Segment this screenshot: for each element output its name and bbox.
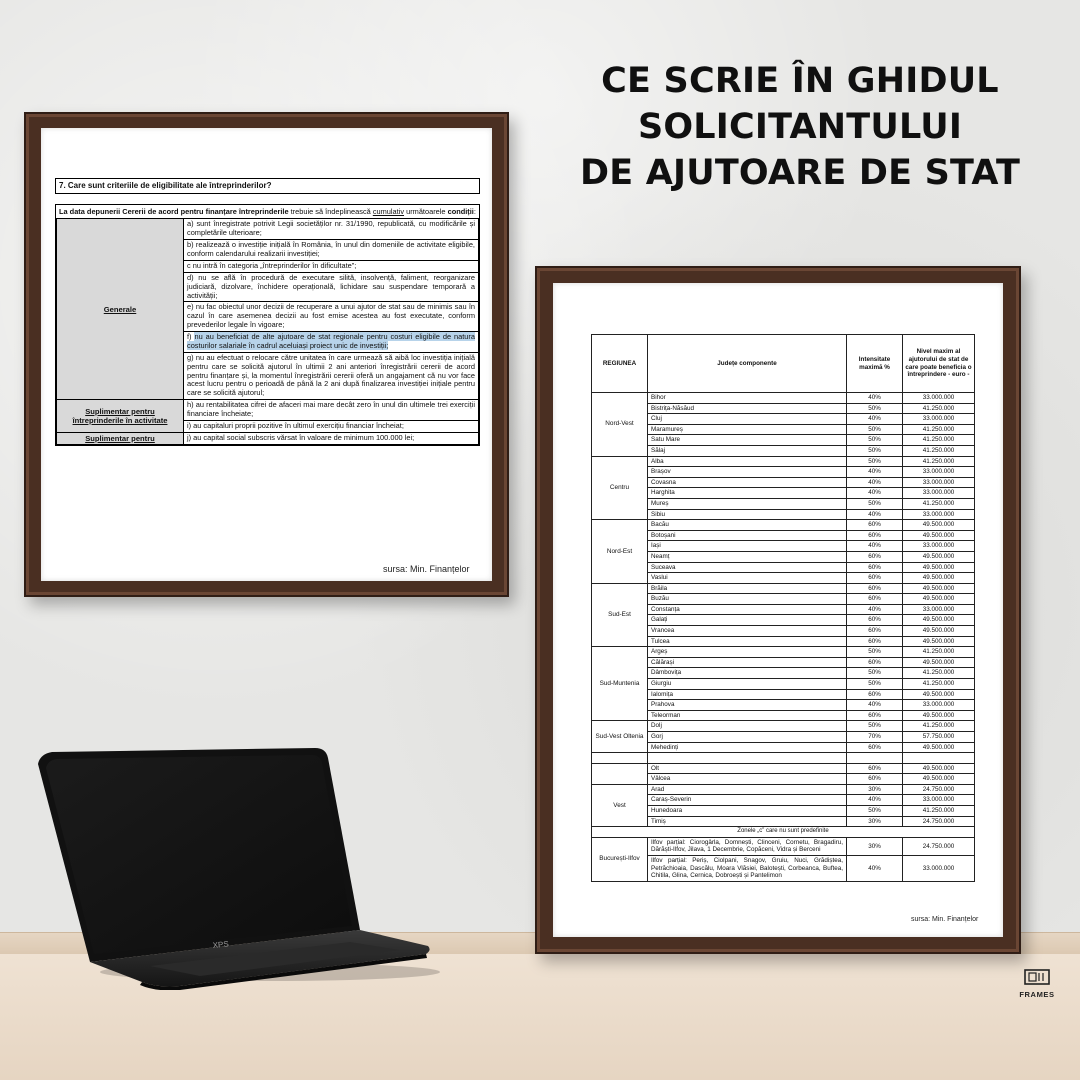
left-document-page xyxy=(41,128,492,581)
max-aid-amount: 49.500.000 xyxy=(903,774,975,785)
table-row xyxy=(592,551,975,562)
criteria-item: i) au capitaluri proprii pozitive în ultimul exercițiu financiar încheiat; xyxy=(184,420,479,432)
max-aid-amount: 41.250.000 xyxy=(903,805,975,816)
county-name: Satu Mare xyxy=(648,435,847,446)
table-row xyxy=(592,477,975,488)
max-intensity: 40% xyxy=(847,467,903,478)
table-row xyxy=(592,403,975,414)
county-name: Timiș xyxy=(648,816,847,827)
county-name: Maramureș xyxy=(648,424,847,435)
region-name: Sud-Est xyxy=(592,583,648,647)
region-name: Sud-Muntenia xyxy=(592,647,648,721)
max-intensity: 40% xyxy=(847,414,903,425)
criteria-box xyxy=(55,204,480,446)
max-intensity: 40% xyxy=(847,488,903,499)
note-row xyxy=(592,827,975,838)
county-name: Dâmbovița xyxy=(648,668,847,679)
county-name: Cluj xyxy=(648,414,847,425)
max-aid-amount: 41.250.000 xyxy=(903,679,975,690)
max-aid-amount: 49.500.000 xyxy=(903,626,975,637)
max-intensity: 50% xyxy=(847,647,903,658)
table-row xyxy=(592,456,975,467)
max-intensity: 40% xyxy=(847,700,903,711)
county-name: Mehedinți xyxy=(648,742,847,753)
county-name: Brașov xyxy=(648,467,847,478)
max-intensity: 40% xyxy=(847,477,903,488)
criteria-item: d) nu se află în procedură de executare silită, insolvență, faliment, reorganizare judiciară, dizolvare, închidere operațională, lichidare sau suspendare temporară a activității; xyxy=(184,272,479,302)
criteria-row xyxy=(57,432,479,444)
max-aid-amount: 41.250.000 xyxy=(903,647,975,658)
max-intensity: 50% xyxy=(847,403,903,414)
table-row xyxy=(592,594,975,605)
max-aid-amount: 24.750.000 xyxy=(903,784,975,795)
table-row xyxy=(592,393,975,404)
max-aid-amount: 49.500.000 xyxy=(903,657,975,668)
laptop-brand-logo: XPS xyxy=(212,939,230,950)
county-name: Teleorman xyxy=(648,710,847,721)
max-aid-amount: 49.500.000 xyxy=(903,520,975,531)
criteria-table xyxy=(56,218,479,444)
max-intensity: 40% xyxy=(847,795,903,806)
region-name xyxy=(592,763,648,784)
max-intensity: 60% xyxy=(847,594,903,605)
header-region: REGIUNEA xyxy=(592,335,648,393)
left-picture-frame xyxy=(24,112,509,597)
table-row xyxy=(592,467,975,478)
table-row xyxy=(592,541,975,552)
table-row xyxy=(592,784,975,795)
county-name: Sălaj xyxy=(648,445,847,456)
max-intensity: 60% xyxy=(847,530,903,541)
table-row xyxy=(592,414,975,425)
max-intensity: 50% xyxy=(847,435,903,446)
county-name: Constanța xyxy=(648,604,847,615)
laptop xyxy=(30,740,440,990)
county-name: Argeș xyxy=(648,647,847,658)
max-aid-amount: 49.500.000 xyxy=(903,551,975,562)
max-intensity: 60% xyxy=(847,562,903,573)
table-row xyxy=(592,679,975,690)
header-max-aid: Nivel maxim al ajutorului de stat de care poate beneficia o întreprindere - euro - xyxy=(903,335,975,393)
max-intensity: 40% xyxy=(847,855,903,881)
max-aid-amount: 41.250.000 xyxy=(903,456,975,467)
county-name: Covasna xyxy=(648,477,847,488)
table-row xyxy=(592,604,975,615)
region-name: Centru xyxy=(592,456,648,520)
max-intensity: 60% xyxy=(847,689,903,700)
max-intensity: 60% xyxy=(847,520,903,531)
max-intensity: 60% xyxy=(847,573,903,584)
county-name: Tulcea xyxy=(648,636,847,647)
frames-logo xyxy=(1012,969,1062,999)
county-name: Neamț xyxy=(648,551,847,562)
county-name: Călărași xyxy=(648,657,847,668)
max-aid-amount: 57.750.000 xyxy=(903,732,975,743)
max-intensity: 60% xyxy=(847,551,903,562)
table-row xyxy=(592,530,975,541)
county-name: Vâlcea xyxy=(648,774,847,785)
max-aid-amount: 41.250.000 xyxy=(903,721,975,732)
table-row xyxy=(592,636,975,647)
county-name: Botoșani xyxy=(648,530,847,541)
max-intensity: 40% xyxy=(847,604,903,615)
max-aid-amount: 49.500.000 xyxy=(903,594,975,605)
county-name: Giurgiu xyxy=(648,679,847,690)
max-aid-amount: 41.250.000 xyxy=(903,424,975,435)
table-row xyxy=(592,498,975,509)
max-aid-amount: 49.500.000 xyxy=(903,636,975,647)
county-name: Ialomița xyxy=(648,689,847,700)
max-aid-amount: 41.250.000 xyxy=(903,435,975,446)
table-row xyxy=(592,805,975,816)
table-row xyxy=(592,488,975,499)
criteria-category: Suplimentar pentru xyxy=(57,432,184,444)
criteria-category: Suplimentar pentru întreprinderile în activitate xyxy=(57,400,184,433)
predefined-zones-note: Zonele „c” care nu sunt predefinite xyxy=(592,827,975,838)
max-intensity: 60% xyxy=(847,742,903,753)
county-name: Vaslui xyxy=(648,573,847,584)
max-aid-amount: 49.500.000 xyxy=(903,583,975,594)
max-intensity: 60% xyxy=(847,583,903,594)
max-aid-amount: 33.000.000 xyxy=(903,509,975,520)
criteria-item: h) au rentabilitatea cifrei de afaceri mai mare decât zero în unul din ultimele trei exerciții financiare încheiate; xyxy=(184,400,479,421)
max-aid-amount: 33.000.000 xyxy=(903,795,975,806)
headline xyxy=(560,58,1040,196)
max-aid-amount: 33.000.000 xyxy=(903,414,975,425)
table-row xyxy=(592,837,975,855)
county-name: Ilfov parțial: Ciorogârla, Domnești, Clinceni, Cornetu, Bragadiru, Dărăști-Ilfov, Jilava, 1 Decembrie, Copăceni, Vidra și Berceni xyxy=(648,837,847,855)
max-aid-amount: 49.500.000 xyxy=(903,573,975,584)
max-intensity: 60% xyxy=(847,763,903,774)
table-row xyxy=(592,626,975,637)
table-row xyxy=(592,562,975,573)
criteria-item: c nu intră în categoria „întreprinderilor în dificultate”; xyxy=(184,260,479,272)
county-name: Hunedoara xyxy=(648,805,847,816)
criteria-item: b) realizează o investiție inițială în România, în unul din domeniile de activitate eligibile, conform calendarului realizarii investiției; xyxy=(184,240,479,261)
region-name: Sud-Vest Oltenia xyxy=(592,721,648,753)
max-aid-amount: 49.500.000 xyxy=(903,742,975,753)
table-row xyxy=(592,445,975,456)
table-row xyxy=(592,583,975,594)
max-aid-amount: 33.000.000 xyxy=(903,604,975,615)
criteria-item: f) nu au beneficiat de alte ajutoare de stat regionale pentru costuri eligibile de natura costurilor salariale în cadrul aceluiași proiect unic de investiții; xyxy=(184,332,479,353)
max-intensity: 60% xyxy=(847,774,903,785)
regional-aid-table-document xyxy=(591,334,974,882)
max-intensity: 60% xyxy=(847,626,903,637)
max-aid-amount: 41.250.000 xyxy=(903,668,975,679)
max-aid-amount: 41.250.000 xyxy=(903,403,975,414)
table-row xyxy=(592,689,975,700)
county-name: Harghita xyxy=(648,488,847,499)
table-row xyxy=(592,435,975,446)
max-aid-amount: 33.000.000 xyxy=(903,700,975,711)
table-row xyxy=(592,763,975,774)
table-row xyxy=(592,710,975,721)
max-aid-amount: 41.250.000 xyxy=(903,445,975,456)
max-intensity: 40% xyxy=(847,509,903,520)
max-aid-amount: 33.000.000 xyxy=(903,477,975,488)
header-counties: Județe componente xyxy=(648,335,847,393)
table-row xyxy=(592,795,975,806)
max-aid-amount: 49.500.000 xyxy=(903,710,975,721)
right-picture-frame xyxy=(535,266,1021,954)
max-intensity: 60% xyxy=(847,636,903,647)
region-name: Nord-Vest xyxy=(592,393,648,457)
headline-line-3: DE AJUTOARE DE STAT xyxy=(579,153,1021,193)
headline-line-2: SOLICITANTULUI xyxy=(637,107,963,147)
county-name: Caraș-Severin xyxy=(648,795,847,806)
table-gap-row xyxy=(592,753,975,763)
criteria-item: g) nu au efectuat o relocare către unitatea în care urmează să aibă loc investiția inițială pentru care se solicită ajutorul în ultimii 2 ani anteriori înregistrării cererii de acord pentru finanțare și, la momentul înregistrării cererii oferă un angajament că nu vor face acest lucru pentru o perioadă de până la 2 ani după finalizarea investiției inițiale pentru care se solicită ajutorul; xyxy=(184,352,479,399)
max-intensity: 60% xyxy=(847,615,903,626)
left-source-note: sursa: Min. Finanțelor xyxy=(383,564,470,574)
table-row xyxy=(592,855,975,881)
table-row xyxy=(592,774,975,785)
table-row xyxy=(592,520,975,531)
max-intensity: 50% xyxy=(847,424,903,435)
max-intensity: 50% xyxy=(847,721,903,732)
criteria-item: j) au capital social subscris vărsat în valoare de minimum 100.000 lei; xyxy=(184,432,479,444)
right-source-note: sursa: Min. Finanțelor xyxy=(911,916,979,923)
county-name: Alba xyxy=(648,456,847,467)
max-intensity: 30% xyxy=(847,784,903,795)
table-row xyxy=(592,668,975,679)
max-aid-amount: 49.500.000 xyxy=(903,763,975,774)
max-aid-amount: 49.500.000 xyxy=(903,615,975,626)
max-intensity: 30% xyxy=(847,837,903,855)
max-aid-amount: 49.500.000 xyxy=(903,530,975,541)
table-row xyxy=(592,721,975,732)
headline-line-1: CE SCRIE ÎN GHIDUL xyxy=(601,61,999,101)
max-intensity: 40% xyxy=(847,541,903,552)
region-name: Vest xyxy=(592,784,648,826)
table-row xyxy=(592,700,975,711)
criteria-category: Generale xyxy=(57,219,184,400)
county-name: Suceava xyxy=(648,562,847,573)
county-name: Arad xyxy=(648,784,847,795)
max-aid-amount: 33.000.000 xyxy=(903,541,975,552)
max-intensity: 60% xyxy=(847,657,903,668)
county-name: Brăila xyxy=(648,583,847,594)
region-name: Nord-Est xyxy=(592,520,648,584)
max-intensity: 60% xyxy=(847,710,903,721)
max-aid-amount: 33.000.000 xyxy=(903,467,975,478)
max-aid-amount: 24.750.000 xyxy=(903,837,975,855)
county-name: Gorj xyxy=(648,732,847,743)
criteria-row xyxy=(57,400,479,421)
table-row xyxy=(592,424,975,435)
criteria-row xyxy=(57,219,479,240)
county-name: Prahova xyxy=(648,700,847,711)
table-row xyxy=(592,647,975,658)
max-intensity: 50% xyxy=(847,498,903,509)
criteria-item: e) nu fac obiectul unor decizii de recuperare a unui ajutor de stat sau de minimis sau în cazul în care asemenea decizii au fost emise acestea au fost executate, conform prevederilor legale în vigoare; xyxy=(184,302,479,332)
max-intensity: 50% xyxy=(847,679,903,690)
county-name: Bistrița-Năsăud xyxy=(648,403,847,414)
county-name: Galați xyxy=(648,615,847,626)
county-name: Mureș xyxy=(648,498,847,509)
max-aid-amount: 24.750.000 xyxy=(903,816,975,827)
max-intensity: 50% xyxy=(847,668,903,679)
max-aid-amount: 33.000.000 xyxy=(903,393,975,404)
county-name: Bacău xyxy=(648,520,847,531)
eligibility-criteria-document xyxy=(55,178,480,446)
max-intensity: 30% xyxy=(847,816,903,827)
county-name: Dolj xyxy=(648,721,847,732)
max-intensity: 40% xyxy=(847,393,903,404)
criteria-intro: La data depunerii Cererii de acord pentru finanțare întreprinderile trebuie să îndeplinească cumulativ următoarele condiții: xyxy=(59,206,476,216)
max-aid-amount: 33.000.000 xyxy=(903,488,975,499)
county-name: Vrancea xyxy=(648,626,847,637)
header-intensity: Intensitate maximă % xyxy=(847,335,903,393)
table-row xyxy=(592,615,975,626)
county-name: Iași xyxy=(648,541,847,552)
table-row xyxy=(592,509,975,520)
max-intensity: 70% xyxy=(847,732,903,743)
county-name: Bihor xyxy=(648,393,847,404)
table-row xyxy=(592,742,975,753)
table-row xyxy=(592,573,975,584)
max-aid-amount: 49.500.000 xyxy=(903,689,975,700)
county-name: Buzău xyxy=(648,594,847,605)
max-intensity: 50% xyxy=(847,805,903,816)
max-intensity: 50% xyxy=(847,456,903,467)
county-name: Ilfov parțial: Periș, Ciolpani, Snagov, Gruiu, Nuci, Grădiștea, Petrăchioaia, Dascălu, Moara Vlăsiei, Balotești, Corbeanca, Buftea, Chitila, Glina, Cernica, Dobroești și Pantelimon xyxy=(648,855,847,881)
max-intensity: 50% xyxy=(847,445,903,456)
right-document-page xyxy=(553,283,1003,937)
table-row xyxy=(592,732,975,743)
max-aid-amount: 33.000.000 xyxy=(903,855,975,881)
max-aid-amount: 49.500.000 xyxy=(903,562,975,573)
frames-logo-text: FRAMES xyxy=(1019,990,1055,999)
region-name: București-Ilfov xyxy=(592,837,648,881)
criteria-item: a) sunt înregistrate potrivit Legii societăților nr. 31/1990, republicată, cu modificările și completările ulterioare; xyxy=(184,219,479,240)
question-title: 7. Care sunt criteriile de eligibilitate ale întreprinderilor? xyxy=(55,178,480,194)
table-row xyxy=(592,657,975,668)
max-aid-amount: 41.250.000 xyxy=(903,498,975,509)
county-name: Sibiu xyxy=(648,509,847,520)
table-row xyxy=(592,816,975,827)
frames-logo-icon xyxy=(1024,969,1050,989)
county-name: Olt xyxy=(648,763,847,774)
regional-aid-table xyxy=(591,334,975,882)
laptop-illustration xyxy=(30,740,440,990)
